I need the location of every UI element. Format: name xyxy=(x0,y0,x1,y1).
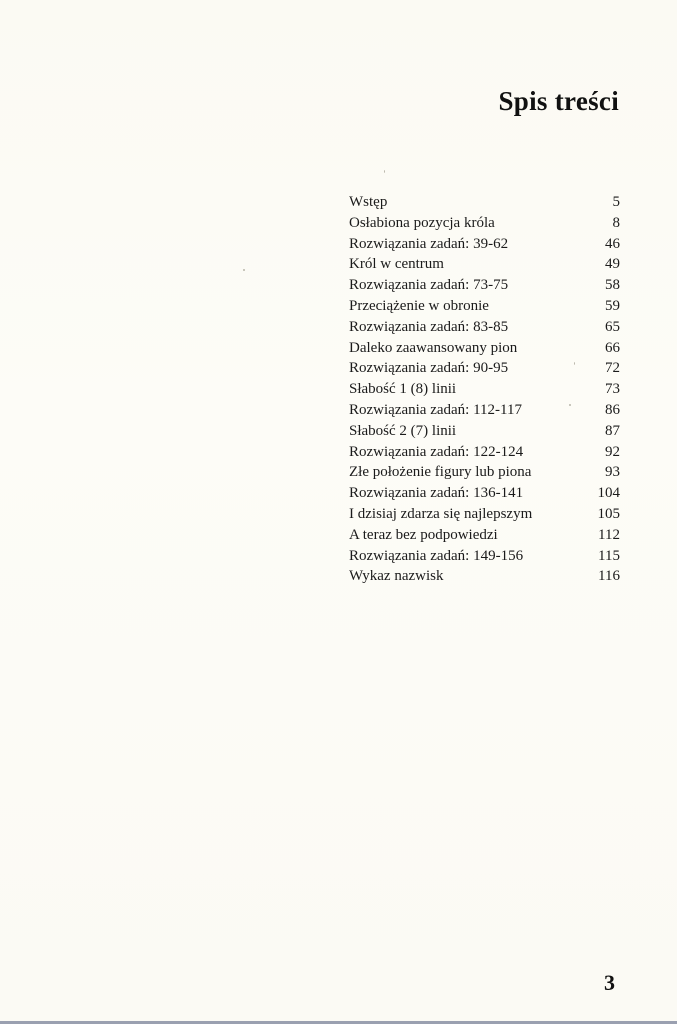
toc-entry-label: Słabość 1 (8) linii xyxy=(349,381,457,398)
toc-entry xyxy=(349,400,620,421)
toc-entry-label: Wstęp xyxy=(349,194,388,210)
toc-entry xyxy=(349,566,620,587)
toc-entry xyxy=(349,462,620,483)
toc-entry-page: 46 xyxy=(605,235,620,252)
toc-entry-label: Rozwiązania zadań: 112-117 xyxy=(349,401,522,418)
toc-entry-page: 66 xyxy=(605,339,620,356)
page-number: 3 xyxy=(604,970,615,995)
toc-entry-label: Rozwiązania zadań: 136-141 xyxy=(349,485,524,502)
toc-entry xyxy=(349,213,620,234)
toc-entry-label: I dzisiaj zdarza się najlepszym xyxy=(349,505,533,522)
toc-entry-page: 116 xyxy=(598,568,620,585)
toc-entry xyxy=(349,442,620,463)
toc-entry-page: 86 xyxy=(605,401,620,418)
toc-entry xyxy=(349,525,620,546)
scan-speck xyxy=(384,170,385,173)
toc-entry xyxy=(349,483,620,504)
toc-entry-page: 5 xyxy=(612,194,620,210)
toc-entry-page: 59 xyxy=(605,297,620,314)
toc-entry-label: Rozwiązania zadań: 122-124 xyxy=(349,443,524,460)
toc-entry-page: 65 xyxy=(605,318,620,335)
toc-entry xyxy=(349,421,620,442)
toc-entry-label: Rozwiązania zadań: 73-75 xyxy=(349,277,509,294)
toc-entry-label: Złe położenie figury lub piona xyxy=(349,464,532,481)
toc-entry-page: 8 xyxy=(612,214,620,231)
table-of-contents xyxy=(349,192,620,587)
toc-entry-page: 112 xyxy=(598,526,620,543)
page-title: Spis treści xyxy=(498,86,619,116)
toc-entry-page: 73 xyxy=(605,381,620,398)
toc-entry-page: 93 xyxy=(605,464,620,481)
toc-entry-page: 104 xyxy=(597,485,620,502)
toc-entry-label: Przeciążenie w obronie xyxy=(349,297,489,314)
scan-speck xyxy=(243,269,245,271)
toc-entry-page: 72 xyxy=(605,360,620,377)
scan-speck xyxy=(574,362,575,365)
toc-entry xyxy=(349,338,620,359)
toc-entry-page: 105 xyxy=(597,505,620,522)
toc-entry-label: Król w centrum xyxy=(349,256,444,273)
toc-entry xyxy=(349,379,620,400)
toc-entry-label: Daleko zaawansowany pion xyxy=(349,339,518,356)
toc-entry-label: A teraz bez podpowiedzi xyxy=(349,526,498,543)
toc-entry-label: Rozwiązania zadań: 149-156 xyxy=(349,547,524,564)
toc-entry-page: 115 xyxy=(598,547,620,564)
toc-entry-page: 49 xyxy=(605,256,620,273)
toc-entry-page: 87 xyxy=(605,422,620,439)
toc-entry xyxy=(349,546,620,567)
toc-entry-label: Rozwiązania zadań: 90-95 xyxy=(349,360,509,377)
toc-entry xyxy=(349,234,620,255)
toc-entry xyxy=(349,504,620,525)
toc-entry-label: Rozwiązania zadań: 83-85 xyxy=(349,318,509,335)
toc-entry-label: Osłabiona pozycja króla xyxy=(349,214,495,231)
toc-entry xyxy=(349,296,620,317)
toc-entry-label: Słabość 2 (7) linii xyxy=(349,422,457,439)
toc-entry xyxy=(349,317,620,338)
toc-entry-page: 92 xyxy=(605,443,620,460)
toc-entry-page: 58 xyxy=(605,277,620,294)
toc-entry-label: Wykaz nazwisk xyxy=(349,568,444,585)
toc-entry xyxy=(349,254,620,275)
toc-entry xyxy=(349,192,620,213)
toc-entry xyxy=(349,358,620,379)
toc-entry xyxy=(349,275,620,296)
toc-entry-label: Rozwiązania zadań: 39-62 xyxy=(349,235,509,252)
scan-speck xyxy=(569,404,571,406)
